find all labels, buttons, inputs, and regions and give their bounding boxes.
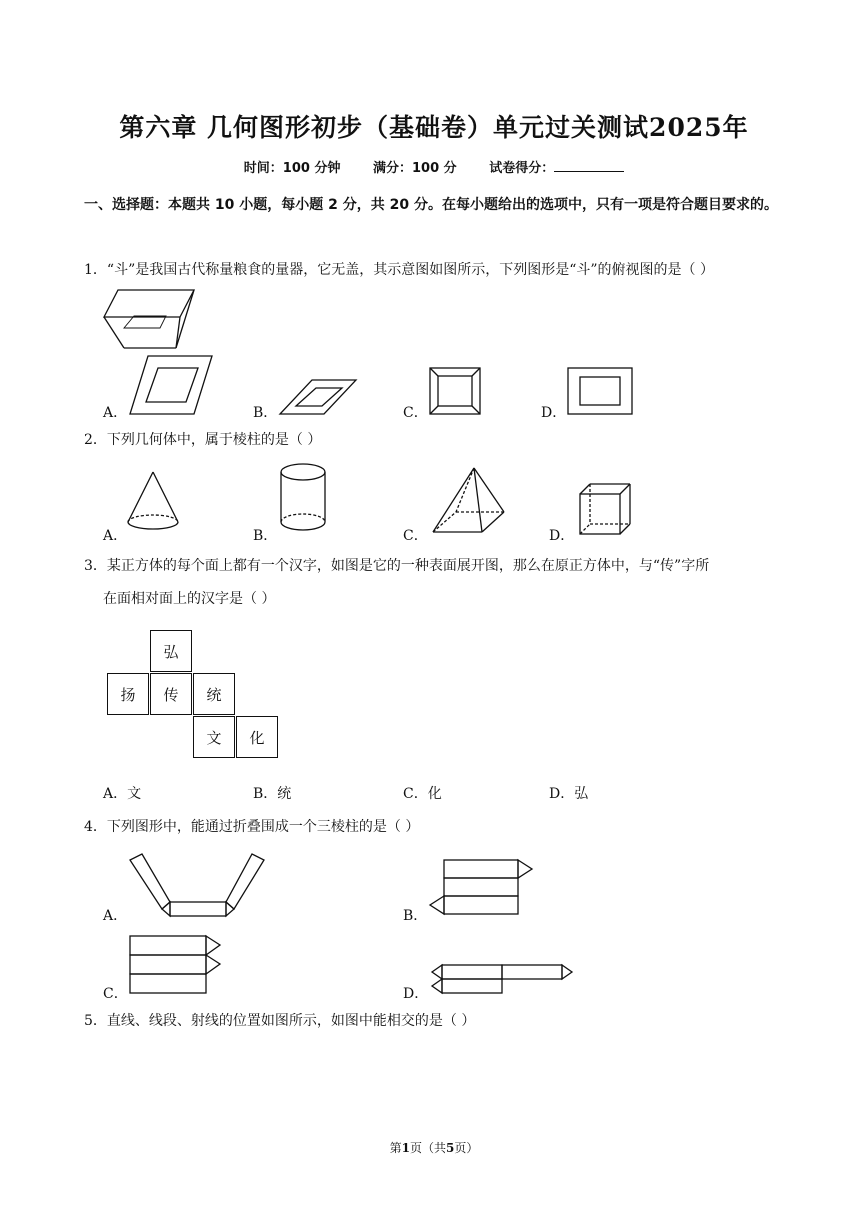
q4-option-a-figure[interactable] [128,852,268,922]
question-2-text: 2．下列几何体中，属于棱柱的是（ ） [84,432,322,448]
q4-option-c-figure[interactable] [128,934,228,996]
q1-option-d-figure[interactable] [566,366,634,416]
q2-option-c[interactable]: C． [403,528,428,544]
question-5-text: 5．直线、线段、射线的位置如图所示，如图中能相交的是（ ） [84,1013,476,1029]
question-3-text-line2: 在面相对面上的汉字是（ ） [103,591,276,607]
question-4-text: 4．下列图形中，能通过折叠围成一个三棱柱的是（ ） [84,819,420,835]
net-cell: 文 [193,716,235,758]
dou-figure [100,288,200,350]
page-title: 第六章 几何图形初步（基础卷）单元过关测试2025年 [119,113,749,142]
q3-option-c[interactable]: C．化 [403,786,442,802]
q1-option-c-figure[interactable] [428,366,482,416]
q1-option-a-figure[interactable] [128,354,214,416]
q4-option-d-figure[interactable] [428,962,578,998]
q2-option-a[interactable]: A． [103,528,128,544]
q4-option-d[interactable]: D． [403,986,429,1002]
score-blank[interactable] [554,159,624,172]
q4-option-b[interactable]: B． [403,908,428,924]
score-field[interactable] [489,161,624,176]
q3-option-d[interactable]: D．弘 [549,786,589,802]
cylinder-figure[interactable] [278,462,328,534]
q4-option-b-figure[interactable] [428,856,538,920]
q2-option-d[interactable]: D． [549,528,575,544]
pyramid-figure[interactable] [430,466,508,536]
q1-option-c[interactable]: C． [403,405,428,421]
q3-option-a[interactable]: A．文 [103,786,142,802]
section-heading: 一、选择题：本题共 10 小题，每小题 2 分，共 20 分。在每小题给出的选项中，只有一项是符合题目要求的。 [84,197,778,213]
net-cell: 传 [150,673,192,715]
q4-option-c[interactable]: C． [103,986,128,1002]
page-number: 1 [401,1141,410,1155]
cube-net [107,630,279,760]
page-total: 5 [446,1141,455,1155]
q1-option-d[interactable]: D． [541,405,567,421]
question-3-text-line1: 3．某正方体的每个面上都有一个汉字，如图是它的一种表面展开图，那么在原正方体中，与“传”字所 [84,558,710,574]
q2-option-b[interactable]: B． [253,528,278,544]
time-info: 时间：100 分钟 [243,161,341,176]
net-cell: 弘 [150,630,192,672]
net-cell: 统 [193,673,235,715]
page-footer: 第1页（共5页） [389,1141,479,1155]
q1-option-a[interactable]: A． [103,405,128,421]
q3-option-b[interactable]: B．统 [253,786,292,802]
cube-figure[interactable] [578,482,632,536]
net-cell: 扬 [107,673,149,715]
q1-option-b[interactable]: B． [253,405,278,421]
question-1-text: 1．“斗”是我国古代称量粮食的量器，它无盖，其示意图如图所示，下列图形是“斗”的俯视图的是（ ） [84,262,714,278]
net-cell: 化 [236,716,278,758]
exam-info [0,157,868,176]
full-score-info: 满分：100 分 [372,161,457,176]
q4-option-a[interactable]: A． [103,908,128,924]
score-label: 试卷得分： [489,161,555,176]
q1-option-b-figure[interactable] [278,378,358,416]
cone-figure[interactable] [126,470,180,534]
